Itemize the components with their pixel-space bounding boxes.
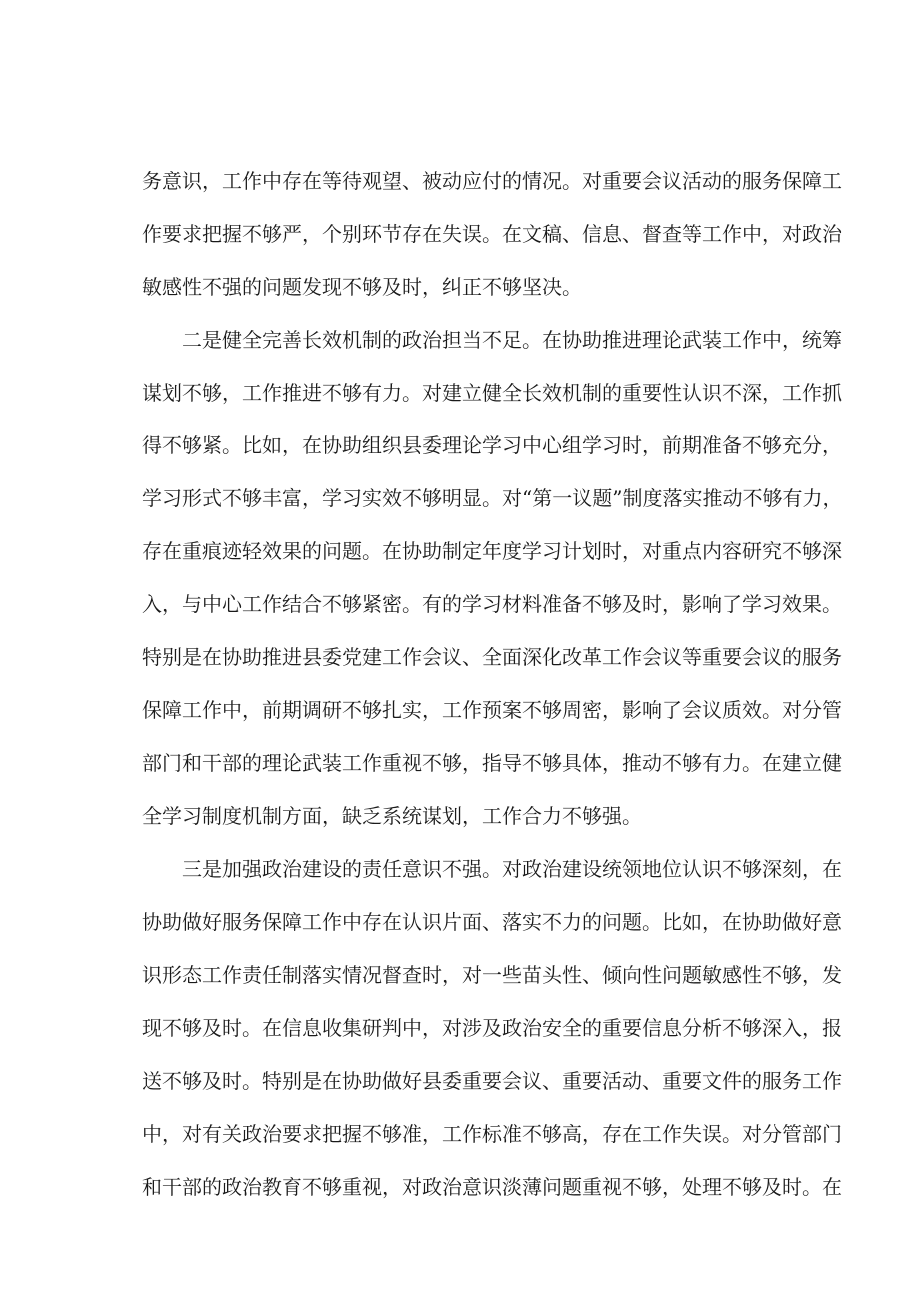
paragraph-2-line-3: 得不够紧。比如，在协助组织县委理论学习中心组学习时，前期准备不够充分， (142, 433, 842, 457)
paragraph-3-line-4: 现不够及时。在信息收集研判中，对涉及政治安全的重要信息分析不够深入，报 (142, 1016, 842, 1040)
paragraph-3-line-6: 中，对有关政治要求把握不够准，工作标准不够高，存在工作失误。对分管部门 (142, 1122, 842, 1146)
paragraph-2-line-8: 保障工作中，前期调研不够扎实，工作预案不够周密，影响了会议质效。对分管 (142, 698, 842, 722)
paragraph-3-line-3: 识形态工作责任制落实情况督查时，对一些苗头性、倾向性问题敏感性不够，发 (142, 963, 842, 987)
paragraph-3-line-7: 和干部的政治教育不够重视，对政治意识淡薄问题重视不够，处理不够及时。在 (142, 1175, 842, 1199)
paragraph-2-line-6: 入，与中心工作结合不够紧密。有的学习材料准备不够及时，影响了学习效果。 (142, 592, 842, 616)
paragraph-2-line-2: 谋划不够，工作推进不够有力。对建立健全长效机制的重要性认识不深，工作抓 (142, 381, 842, 405)
paragraph-2-line-1: 二是健全完善长效机制的政治担当不足。在协助推进理论武装工作中，统筹 (182, 328, 842, 352)
paragraph-2-line-7: 特别是在协助推进县委党建工作会议、全面深化改革工作会议等重要会议的服务 (142, 645, 842, 669)
paragraph-2-line-9: 部门和干部的理论武装工作重视不够，指导不够具体，推动不够有力。在建立健 (142, 751, 842, 775)
paragraph-2-line-10: 全学习制度机制方面，缺乏系统谋划，工作合力不够强。 (142, 804, 642, 828)
paragraph-3-line-5: 送不够及时。特别是在协助做好县委重要会议、重要活动、重要文件的服务工作 (142, 1069, 842, 1093)
paragraph-1-line-2: 作要求把握不够严，个别环节存在失误。在文稿、信息、督查等工作中，对政治 (142, 222, 842, 246)
paragraph-3-line-1: 三是加强政治建设的责任意识不强。对政治建设统领地位认识不够深刻，在 (182, 857, 842, 881)
paragraph-1-line-3: 敏感性不强的问题发现不够及时，纠正不够坚决。 (142, 275, 582, 299)
paragraph-1-line-1: 务意识，工作中存在等待观望、被动应付的情况。对重要会议活动的服务保障工 (142, 169, 842, 193)
paragraph-2-line-5: 存在重痕迹轻效果的问题。在协助制定年度学习计划时，对重点内容研究不够深 (142, 539, 842, 563)
paragraph-3-line-2: 协助做好服务保障工作中存在认识片面、落实不力的问题。比如，在协助做好意 (142, 910, 842, 934)
paragraph-2-line-4: 学习形式不够丰富，学习实效不够明显。对“第一议题”制度落实推动不够有力， (142, 486, 843, 510)
